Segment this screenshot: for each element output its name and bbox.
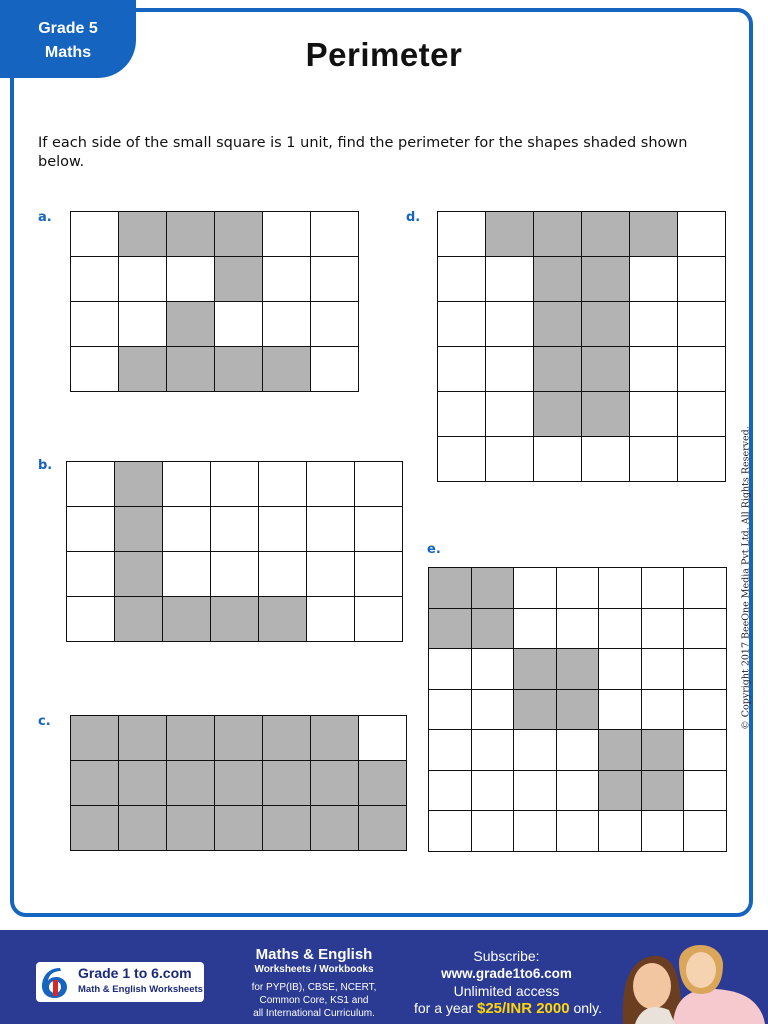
grid-square	[678, 212, 726, 257]
shaded-square	[263, 716, 311, 761]
grid-square	[355, 462, 403, 507]
grid-square	[630, 302, 678, 347]
grid-square	[355, 597, 403, 642]
grid-square	[486, 302, 534, 347]
grid-square	[359, 716, 407, 761]
grid-square	[599, 690, 642, 731]
grid-square	[557, 730, 600, 771]
grid-square	[429, 771, 472, 812]
shaded-square	[263, 347, 311, 392]
grid-square	[119, 257, 167, 302]
footer-heading: Maths & English	[255, 946, 373, 963]
shaded-square	[167, 761, 215, 806]
grid-square	[429, 690, 472, 731]
instructions: If each side of the small square is 1 unit, find the perimeter for the shapes shaded shown below.	[38, 135, 688, 170]
grid-square	[263, 212, 311, 257]
grid-square	[259, 507, 307, 552]
grid-square	[486, 257, 534, 302]
logo-tagline: Math & English Worksheets	[78, 984, 203, 995]
grid-square	[167, 257, 215, 302]
grid-square	[472, 771, 515, 812]
shaded-square	[599, 771, 642, 812]
grid-square	[472, 649, 515, 690]
curriculum-line-1: for PYP(IB), CBSE, NCERT,	[251, 982, 377, 993]
shaded-square	[599, 730, 642, 771]
grid-square	[599, 568, 642, 609]
page-title: Perimeter	[305, 36, 463, 73]
grid-square	[259, 462, 307, 507]
grid-b	[66, 461, 403, 642]
grid-square	[215, 302, 263, 347]
grid-square	[438, 392, 486, 437]
grid-square	[599, 811, 642, 852]
grid-square	[311, 257, 359, 302]
grid-square	[486, 392, 534, 437]
grid-d	[437, 211, 726, 482]
grid-square	[486, 437, 534, 482]
grid-square	[472, 730, 515, 771]
offer-prefix: for a year	[413, 1000, 474, 1016]
shaded-square	[486, 212, 534, 257]
problem-label-a: a.	[38, 210, 52, 225]
grid-square	[557, 811, 600, 852]
shaded-square	[259, 597, 307, 642]
unlimited-access-text: Unlimited access	[453, 983, 560, 999]
grid-e	[428, 567, 727, 852]
shaded-square	[642, 771, 685, 812]
grid-square	[678, 302, 726, 347]
shaded-square	[514, 649, 557, 690]
shaded-square	[514, 690, 557, 731]
promo-footer	[0, 930, 768, 1024]
grade-label: Grade 5	[38, 20, 98, 37]
grid-square	[684, 811, 727, 852]
grid-square	[630, 347, 678, 392]
shaded-square	[167, 347, 215, 392]
shaded-square	[167, 716, 215, 761]
grid-square	[678, 392, 726, 437]
shaded-square	[630, 212, 678, 257]
subscribe-label: Subscribe:	[473, 948, 540, 964]
grid-square	[211, 552, 259, 597]
shaded-square	[215, 716, 263, 761]
shaded-square	[534, 392, 582, 437]
website-link[interactable]: www.grade1to6.com	[441, 966, 572, 981]
shaded-square	[534, 302, 582, 347]
grid-square	[311, 347, 359, 392]
grid-square	[259, 552, 307, 597]
grid-c	[70, 715, 407, 851]
shaded-square	[582, 392, 630, 437]
grid-square	[557, 568, 600, 609]
grid-square	[211, 462, 259, 507]
shaded-square	[557, 649, 600, 690]
shaded-square	[119, 716, 167, 761]
grid-square	[438, 347, 486, 392]
grid-square	[429, 811, 472, 852]
grid-square	[642, 609, 685, 650]
grid-square	[71, 257, 119, 302]
grid-square	[263, 302, 311, 347]
shaded-square	[642, 730, 685, 771]
grid-square	[71, 347, 119, 392]
copyright-notice: © Copyright 2017 BeeOne Media Pvt Ltd. All Rights Reserved.	[740, 426, 752, 730]
grid-square	[582, 437, 630, 482]
grid-square	[438, 302, 486, 347]
grid-square	[163, 552, 211, 597]
offer-suffix: only.	[573, 1000, 603, 1016]
grid-square	[557, 609, 600, 650]
grid-square	[438, 257, 486, 302]
problem-label-b: b.	[38, 458, 53, 473]
shaded-square	[211, 597, 259, 642]
grid-square	[514, 771, 557, 812]
shaded-square	[119, 347, 167, 392]
shaded-square	[582, 302, 630, 347]
grid-square	[642, 568, 685, 609]
problem-label-d: d.	[406, 210, 421, 225]
shaded-square	[71, 806, 119, 851]
grid-square	[438, 212, 486, 257]
mother-daughter-photo	[605, 934, 765, 1024]
grid-a	[70, 211, 359, 392]
grid-square	[438, 437, 486, 482]
grid-square	[684, 730, 727, 771]
grid-square	[678, 347, 726, 392]
grid-square	[486, 347, 534, 392]
footer-subheading: Worksheets / Workbooks	[254, 964, 374, 975]
subject-label: Maths	[44, 44, 92, 61]
shaded-square	[359, 806, 407, 851]
grid-square	[307, 462, 355, 507]
shaded-square	[115, 462, 163, 507]
grid-square	[67, 507, 115, 552]
shaded-square	[115, 507, 163, 552]
logo-name: Grade 1 to 6.com	[78, 965, 192, 981]
shaded-square	[311, 806, 359, 851]
grid-square	[71, 302, 119, 347]
grid-square	[642, 811, 685, 852]
grid-square	[684, 690, 727, 731]
shaded-square	[472, 609, 515, 650]
shaded-square	[359, 761, 407, 806]
shaded-square	[429, 609, 472, 650]
offer-line	[398, 1000, 618, 1017]
shaded-square	[215, 257, 263, 302]
logo-6-icon	[38, 964, 72, 1000]
shaded-square	[582, 347, 630, 392]
grid-square	[355, 552, 403, 597]
shaded-square	[71, 716, 119, 761]
grid-square	[534, 437, 582, 482]
grid-square	[514, 730, 557, 771]
grid-square	[514, 568, 557, 609]
grid-square	[67, 552, 115, 597]
curriculum-line-2: Common Core, KS1 and	[259, 995, 369, 1006]
grid-square	[429, 730, 472, 771]
shaded-square	[429, 568, 472, 609]
shaded-square	[115, 597, 163, 642]
shaded-square	[582, 257, 630, 302]
shaded-square	[119, 806, 167, 851]
grid-square	[163, 507, 211, 552]
grid-square	[630, 437, 678, 482]
shaded-square	[215, 212, 263, 257]
shaded-square	[167, 302, 215, 347]
shaded-square	[71, 761, 119, 806]
grid-square	[472, 690, 515, 731]
grid-square	[71, 212, 119, 257]
site-logo[interactable]	[36, 962, 204, 1002]
grid-square	[557, 771, 600, 812]
grid-square	[642, 690, 685, 731]
shaded-square	[263, 761, 311, 806]
shaded-square	[534, 212, 582, 257]
grid-square	[684, 771, 727, 812]
shaded-square	[215, 347, 263, 392]
grid-square	[307, 597, 355, 642]
grid-square	[211, 507, 259, 552]
grid-square	[307, 552, 355, 597]
grid-square	[311, 212, 359, 257]
shaded-square	[311, 761, 359, 806]
grid-square	[119, 302, 167, 347]
shaded-square	[215, 761, 263, 806]
grid-square	[630, 257, 678, 302]
shaded-square	[215, 806, 263, 851]
problem-label-e: e.	[427, 542, 441, 557]
grid-square	[472, 811, 515, 852]
grid-square	[163, 462, 211, 507]
grid-square	[514, 811, 557, 852]
grid-square	[67, 597, 115, 642]
shaded-square	[582, 212, 630, 257]
grid-square	[514, 609, 557, 650]
shaded-square	[119, 212, 167, 257]
shaded-square	[534, 257, 582, 302]
grid-square	[599, 609, 642, 650]
grid-square	[311, 302, 359, 347]
grid-square	[684, 609, 727, 650]
shaded-square	[167, 212, 215, 257]
shaded-square	[167, 806, 215, 851]
grid-square	[642, 649, 685, 690]
grid-square	[678, 257, 726, 302]
grid-square	[67, 462, 115, 507]
grid-square	[307, 507, 355, 552]
grid-square	[599, 649, 642, 690]
shaded-square	[557, 690, 600, 731]
shaded-square	[263, 806, 311, 851]
grid-square	[429, 649, 472, 690]
grid-square	[684, 568, 727, 609]
grid-square	[263, 257, 311, 302]
shaded-square	[311, 716, 359, 761]
problem-label-c: c.	[38, 714, 51, 729]
grid-square	[684, 649, 727, 690]
shaded-square	[472, 568, 515, 609]
shaded-square	[115, 552, 163, 597]
grid-square	[678, 437, 726, 482]
grid-square	[355, 507, 403, 552]
price-highlight: $25/INR 2000	[477, 1000, 570, 1017]
curriculum-line-3: all International Curriculum.	[253, 1008, 375, 1019]
shaded-square	[163, 597, 211, 642]
shaded-square	[534, 347, 582, 392]
shaded-square	[119, 761, 167, 806]
grid-square	[630, 392, 678, 437]
